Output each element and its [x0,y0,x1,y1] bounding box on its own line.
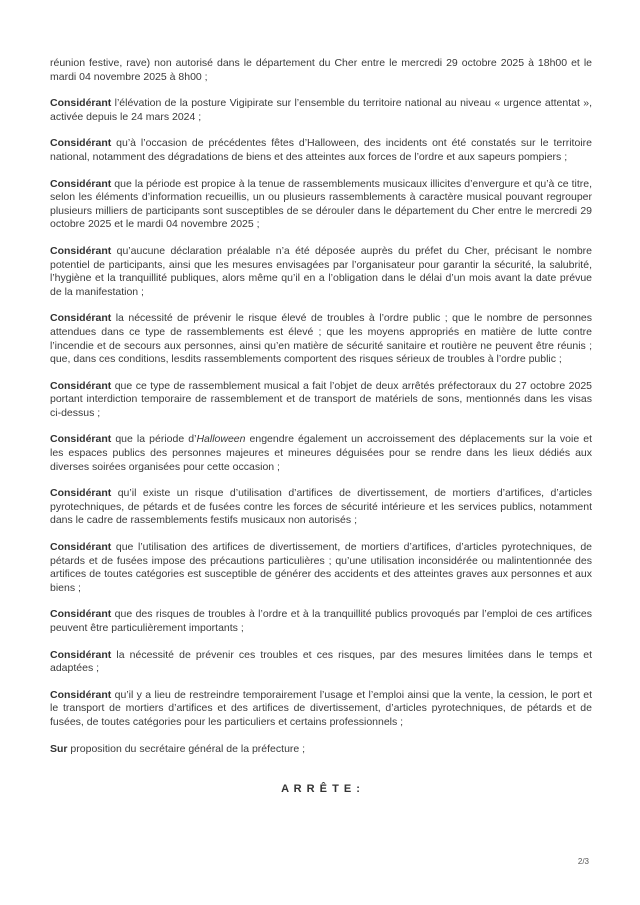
paragraph [50,689,592,730]
paragraph-lead: Considérant [50,487,112,500]
paragraph-text: qu’il y a lieu de restreindre temporairement l’usage et l’emploi ainsi que la vente, la cession, le port et le transport de mortiers d’artifices et des artifices de divertissement, d’articles pyrotechniques, de pétards et de fusées, de toutes catégories pour les particuliers et certains professionnels ; [50,688,592,728]
paragraph-text: qu’à l’occasion de précédentes fêtes d’Halloween, des incidents ont été constatés sur le territoire national, notamment des dégradations de biens et des atteintes aux forces de l’ordre et aux sapeurs pompiers ; [50,137,592,163]
paragraph-text: la nécessité de prévenir ces troubles et ces risques, par des mesures limitées dans le temps et adaptées ; [50,648,592,675]
paragraph [50,137,592,164]
paragraph-lead: Considérant [50,312,112,325]
paragraph [50,380,592,421]
paragraph-text: l’élévation de la posture Vigipirate sur l’ensemble du territoire national au niveau « urgence attentat », activée depuis le 24 mars 2024 ; [50,97,592,123]
page-number: 2/3 [577,857,589,866]
paragraph-lead: Considérant [50,648,112,661]
paragraph [50,312,592,366]
paragraph-text: que des risques de troubles à l’ordre et à la tranquillité publics provoqués par l’emploi de ces artifices peuvent être particulièrement importants ; [50,608,592,634]
paragraph-lead: Considérant [50,244,112,257]
paragraph-text: que l’utilisation des artifices de divertissement, de mortiers d’artifices, d’articles pyrotechniques, de pétards et de fusées impose des précautions particulières ; qu’une utilisation inconsidérée ou malintentionnée des artifices de toutes catégories est susceptible de générer des accidents et des atteintes graves aux personnes et aux biens ; [50,541,592,594]
paragraph [50,433,592,474]
paragraph-text: que la période est propice à la tenue de rassemblements musicaux illicites d’envergure et qu’à ce titre, selon les éléments d’information recueillis, un ou plusieurs rassemblements à caractère musical pouvant regrouper plusieurs milliers de participants sont susceptibles de se dérouler dans le département du Cher entre le mercredi 29 octobre 2025 et le mardi 04 novembre 2025 ; [50,177,592,231]
paragraph [50,178,592,232]
paragraph-lead: Considérant [50,608,112,621]
paragraph-text: la nécessité de prévenir le risque élevé de troubles à l’ordre public ; que le nombre de personnes attendues dans ce type de rassemblements est élevé ; que les moyens appropriés en matière de lutte contre l’incendie et de secours aux personnes, ainsi qu’en matière de sécurité sanitaire et routière ne peuvent être réunis ; que, dans ces conditions, lesdits rassemblements comportent des risques sérieux de troubles à l’ordre public ; [50,312,592,366]
paragraph-lead: Considérant [50,379,112,392]
paragraph-lead: Considérant [50,97,112,110]
arrete-heading: A R R Ê T E : [281,783,361,796]
paragraph-lead: Considérant [50,433,112,446]
paragraph-text: que ce type de rassemblement musical a fait l’objet de deux arrêtés préfectoraux du 27 octobre 2025 portant interdiction temporaire de rassemblement et de transport de matériels de sons, mentionnés dans les visas ci-dessus ; [50,379,592,419]
paragraph [50,97,592,124]
paragraph [50,608,592,635]
paragraph-lead: Considérant [50,688,112,701]
document-text [50,57,592,756]
paragraph-lead: Considérant [50,177,112,190]
paragraph [50,245,592,299]
paragraph-lead: Considérant [50,137,112,150]
italic-term: Halloween [196,433,246,446]
paragraph-text: qu’il existe un risque d’utilisation d’artifices de divertissement, de mortiers d’artifices, d’articles pyrotechniques, de pétards et de fusées contre les forces de sécurité intérieure et les services publics, notamment dans le cadre de rassemblements festifs musicaux non autorisés ; [50,487,592,527]
paragraph-text: qu’aucune déclaration préalable n’a été déposée auprès du préfet du Cher, précisant le nombre potentiel de participants, ainsi que les mesures envisagées par l’organisateur pour garantir la sécurité, la salubrité, l’hygiène et la tranquillité publiques, alors même qu’il en a l’obligation dans le délai d’un mois avant la date prévue de la manifestation ; [50,244,592,298]
paragraph-text: engendre également un accroissement des déplacements sur la voie et les espaces publics des personnes majeures et mineures déguisées pour se rendre dans les lieux dédiés aux diverses soirées organisées pour cette occasion ; [50,433,593,473]
paragraph-lead: Sur [50,742,68,755]
paragraph [50,743,592,757]
paragraph-text: proposition du secrétaire général de la préfecture ; [67,742,306,755]
paragraph-text: que la période d’ [111,433,197,446]
paragraph [50,541,592,595]
paragraph [50,57,592,84]
paragraph-lead: Considérant [50,541,112,554]
paragraph [50,649,592,676]
paragraph [50,487,592,528]
paragraph-text: réunion festive, rave) non autorisé dans le département du Cher entre le mercredi 29 octobre 2025 à 18h00 et le mardi 04 novembre 2025 à 8h00 ; [50,57,592,83]
